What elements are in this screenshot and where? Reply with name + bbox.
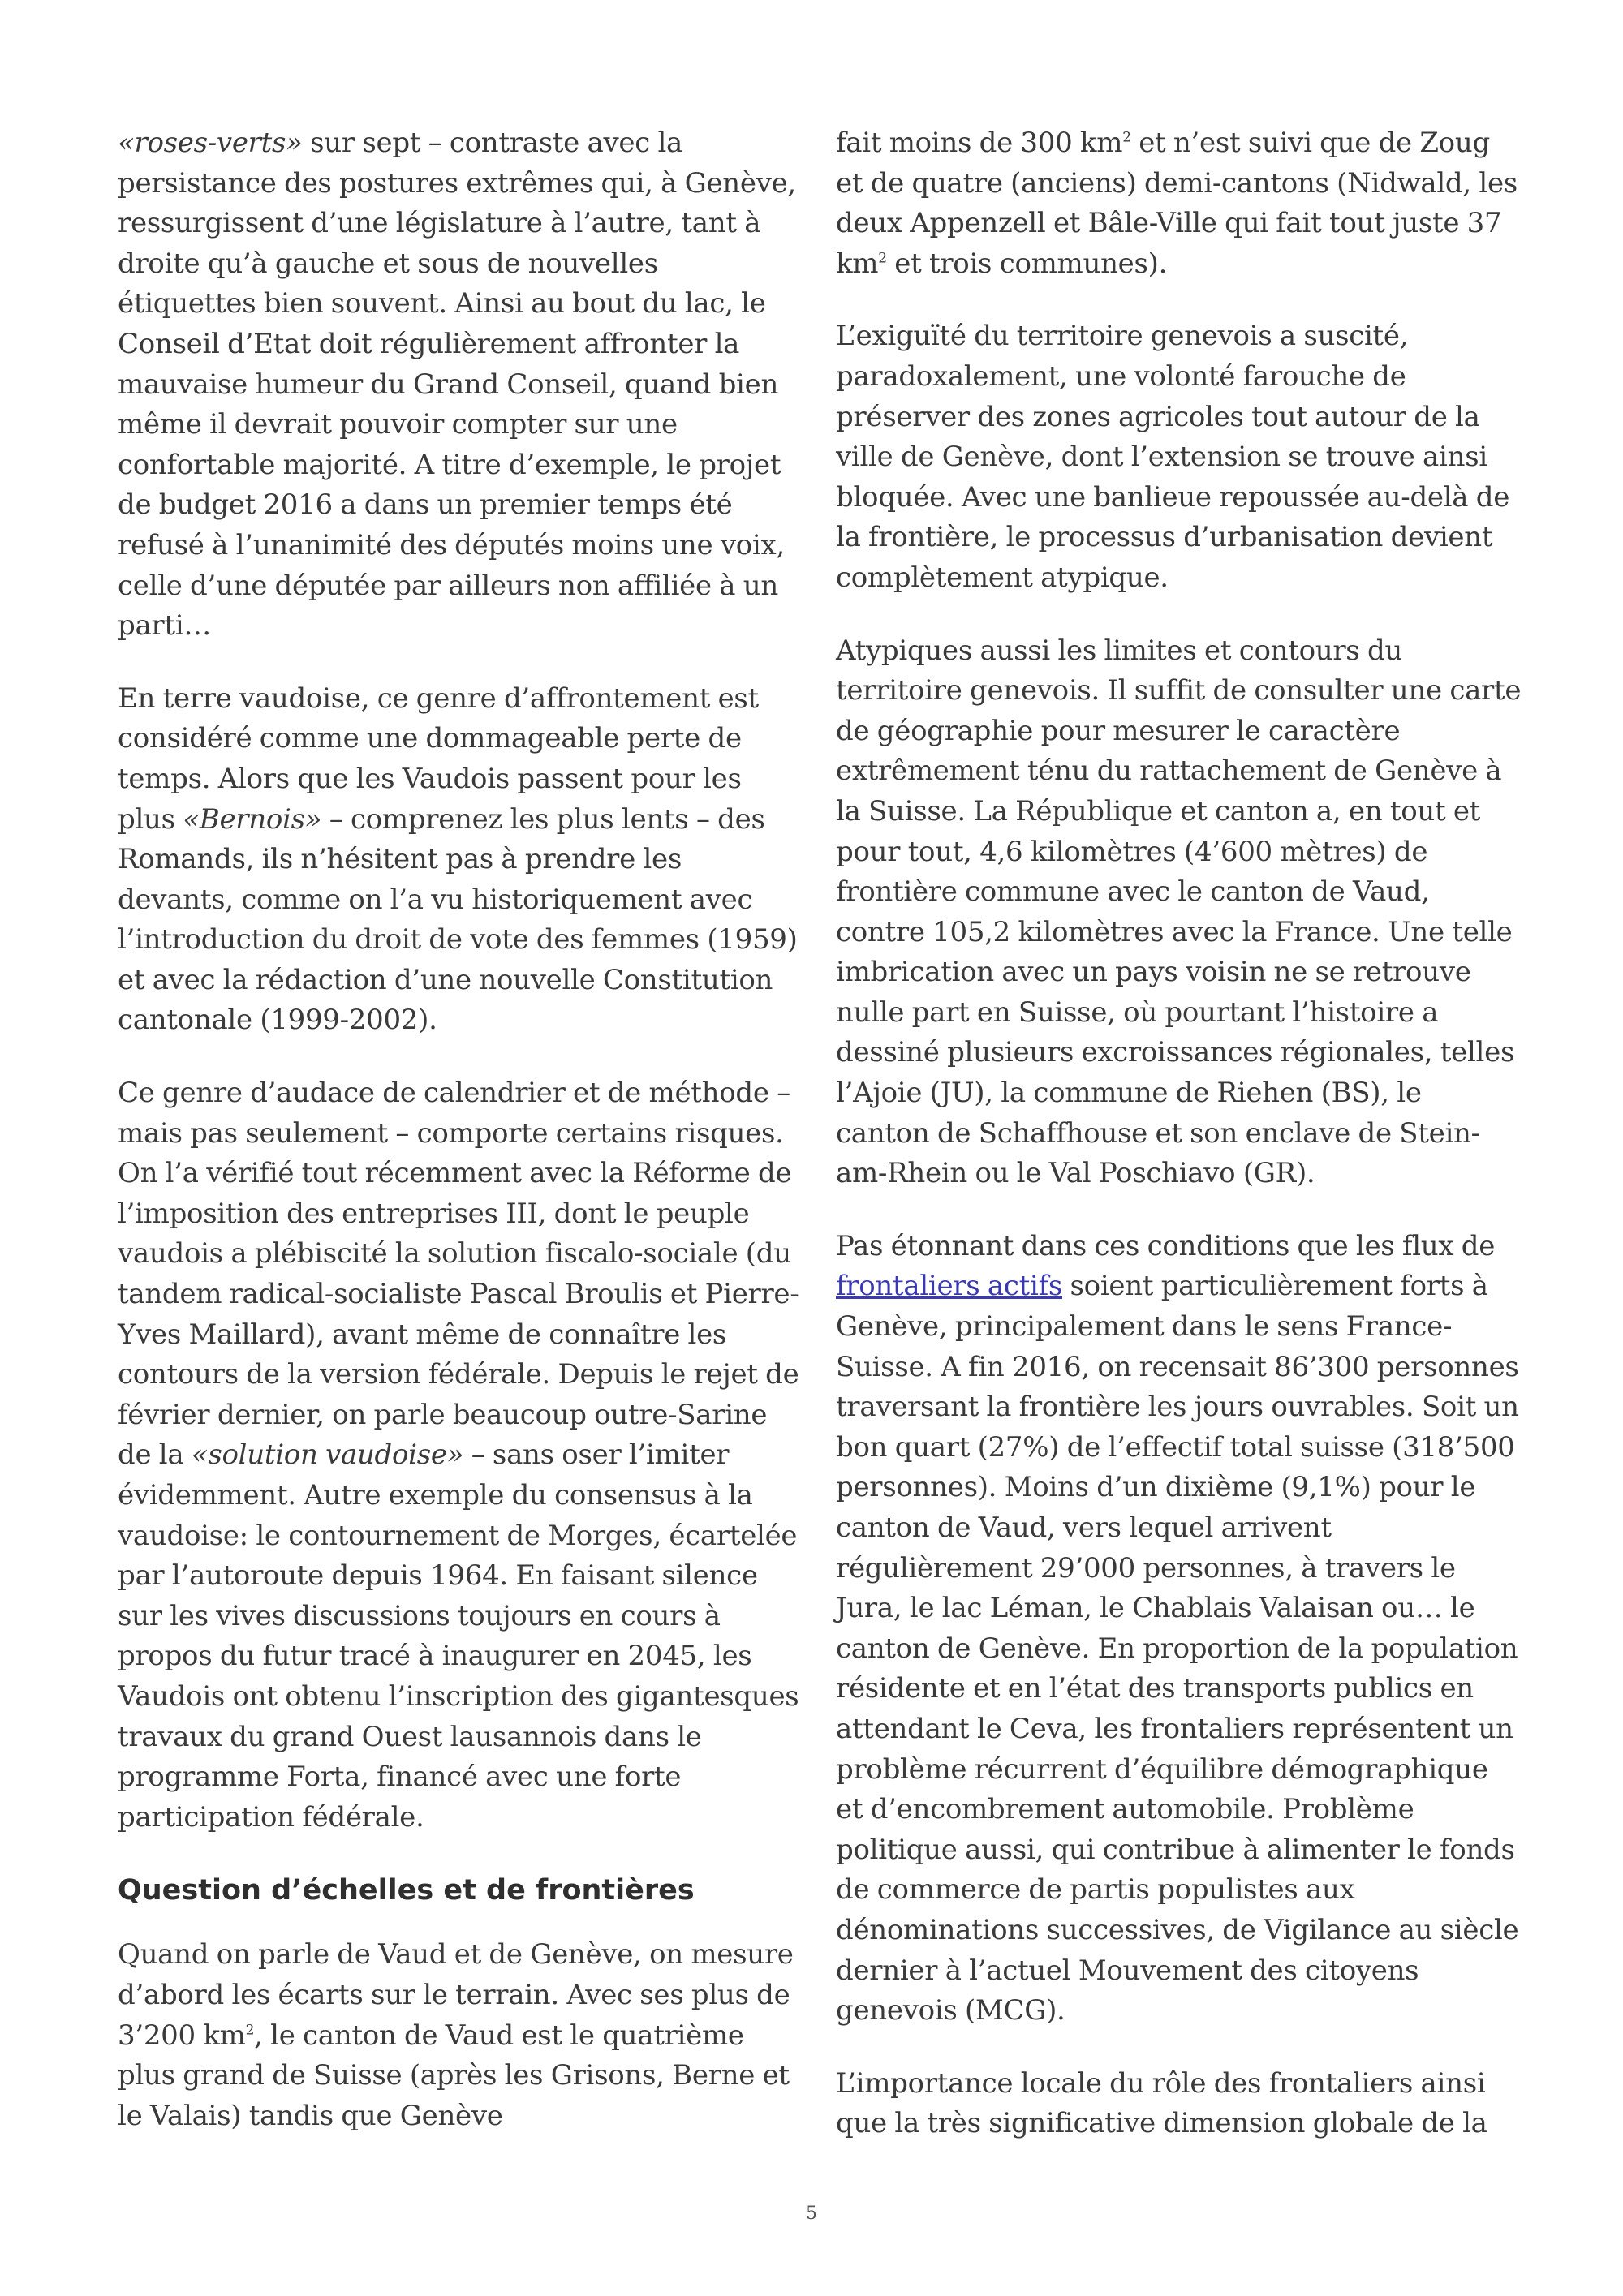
page-number: 5 (806, 2204, 817, 2224)
paragraph-text: – sans oser l’imiter évidemment. Autre exemple du consensus à la vaudoise: le contournement de Morges, écartelée par l’autoroute depuis 1964. En faisant silence sur les vives discussions toujours en cours à propos du futur tracé à inaugurer en 2045, les Vaudois ont obtenu l’inscription des gigantesques travaux du grand Ouest lausannois dans le programme Forta, financé avec une forte participation fédérale. (118, 1438, 799, 1834)
superscript: 2 (245, 2022, 255, 2039)
paragraph-text: et trois communes). (886, 247, 1168, 280)
frontaliers-actifs-link[interactable]: frontaliers actifs (836, 1270, 1062, 1303)
superscript: 2 (878, 250, 887, 267)
paragraph (118, 1935, 799, 2136)
paragraph-text: fait moins de 300 km (836, 127, 1123, 159)
quoted-term: «solution vaudoise» (191, 1438, 464, 1472)
paragraph: L’importance locale du rôle des frontaliers ainsi que la très significative dimension globale de la (836, 2066, 1487, 2140)
paragraph (836, 123, 1522, 284)
paragraph (118, 123, 799, 647)
superscript: 2 (1122, 129, 1131, 146)
paragraph-text: En terre vaudoise, ce genre d’affrontement est considéré comme une dommageable perte de temps. Alors que les Vaudois passent pour les plus (118, 681, 759, 836)
left-column (118, 123, 799, 2169)
paragraph: L’exiguïté du territoire genevois a suscité, paradoxalement, une volonté farouche de préserver des zones agricoles tout autour de la ville de Genève, dont l’extension se trouve ainsi bloquée. Avec une banlieue repoussée au-delà de la frontière, le processus d’urbanisation devient complètement atypique. (836, 320, 1510, 594)
section-heading: Question d’échelles et de frontières (118, 1874, 695, 1907)
quoted-term: «Bernois» (183, 802, 322, 836)
paragraph-text: sur sept – contraste avec la persistance des postures extrêmes qui, à Genève, ressurgissent d’une législature à l’autre, tant à droite qu’à gauche et sous de nouvelles étiquettes bien souvent. Ainsi au bout du lac, le Conseil d’Etat doit régulièrement affronter la mauvaise humeur du Grand Conseil, quand bien même il devrait pouvoir compter sur une confortable majorité. A titre d’exemple, le projet de budget 2016 a dans un premier temps été refusé à l’unanimité des députés moins une voix, celle d’une députée par ailleurs non affiliée à un parti… (118, 127, 796, 643)
paragraph-text: Pas étonnant dans ces conditions que les flux de (836, 1229, 1496, 1262)
quoted-term: «roses-verts» (118, 127, 303, 159)
paragraph-text: soient particulièrement forts à Genève, principalement dans le sens France-Suisse. A fin 2016, on recensait 86’300 personnes traversant la frontière les jours ouvrables. Soit un bon quart (27%) de l’effectif total suisse (318’500 personnes). Moins d’un dixième (9,1%) pour le canton de Vaud, vers lequel arrivent régulièrement 29’000 personnes, à travers le Jura, le lac Léman, le Chablais Valaisan ou… le canton de Genève. En proportion de la population résidente et en l’état des transports publics en attendant le Ceva, les frontaliers représentent un problème récurrent d’équilibre démographique et d’encombrement automobile. Problème politique aussi, qui contribue à alimenter le fonds de commerce de partis populistes aux dénominations successives, de Vigilance au siècle dernier à l’actuel Mouvement des citoyens genevois (MCG). (836, 1270, 1519, 2027)
paragraph (118, 679, 799, 1041)
right-column (836, 123, 1522, 2177)
paragraph-text: Quand on parle de Vaud et de Genève, on mesure d’abord les écarts sur le terrain. Avec ses plus de 3’200 km (118, 1938, 794, 2052)
paragraph-text: Ce genre d’audace de calendrier et de méthode – mais pas seulement – comporte certains risques. On l’a vérifié tout récemment avec la Réforme de l’imposition des entreprises III, dont le peuple vaudois a plébiscité la solution fiscalo-sociale (du tandem radical-socialiste Pascal Broulis et Pierre-Yves Maillard), avant même de connaître les contours de la version fédérale. Depuis le rejet de février dernier, on parle beaucoup outre-Sarine de la (118, 1077, 799, 1472)
paragraph: Atypiques aussi les limites et contours du territoire genevois. Il suffit de consulter une carte de géographie pour mesurer le caractère extrêmement ténu du rattachement de Genève à la Suisse. La République et canton a, en tout et pour tout, 4,6 kilomètres (4’600 mètres) de frontière commune avec le canton de Vaud, contre 105,2 kilomètres avec la France. Une telle imbrication avec un pays voisin ne se retrouve nulle part en Suisse, où pourtant l’histoire a dessiné plusieurs excroissances régionales, telles l’Ajoie (JU), la commune de Riehen (BS), le canton de Schaffhouse et son enclave de Stein-am-Rhein ou le Val Poschiavo (GR). (836, 634, 1522, 1190)
paragraph-text: – comprenez les plus lents – des Romands, ils n’hésitent pas à prendre les devants, comme on l’a vu historiquement avec l’introduction du droit de vote des femmes (1959) et avec la rédaction d’une nouvelle Constitution cantonale (1999-2002). (118, 802, 798, 1037)
paragraph-text: , le canton de Vaud est le quatrième plus grand de Suisse (après les Grisons, Berne et le Valais) tandis que Genève (118, 2019, 790, 2132)
paragraph (836, 1227, 1522, 2032)
paragraph-text: et n’est suivi que de Zoug et de quatre (anciens) demi-cantons (Nidwald, les deux Appenzell et Bâle-Ville qui fait tout juste 37 km (836, 127, 1518, 280)
paragraph (118, 1073, 799, 1838)
